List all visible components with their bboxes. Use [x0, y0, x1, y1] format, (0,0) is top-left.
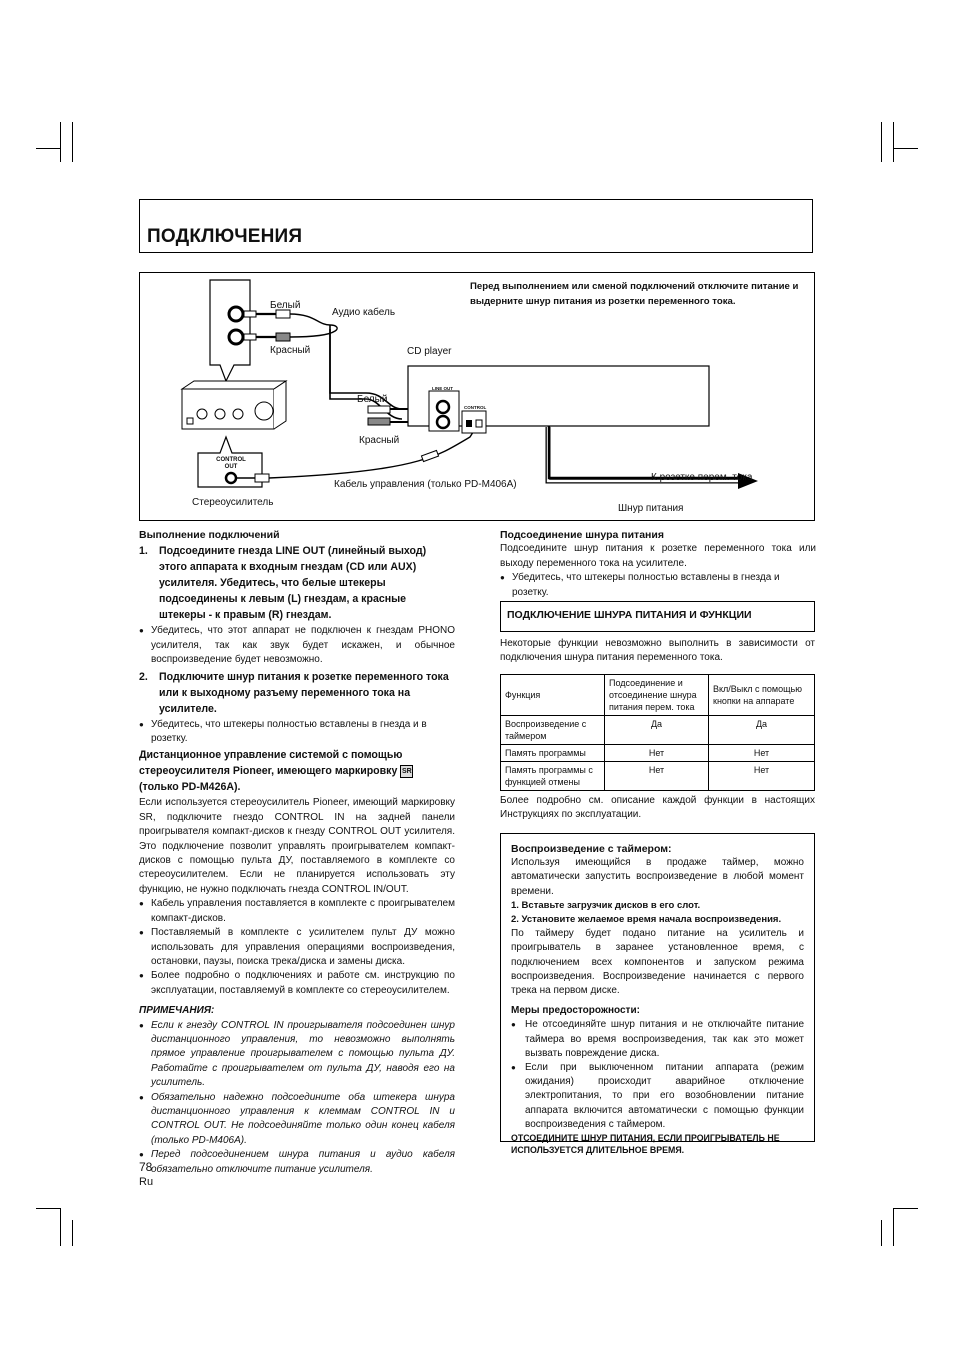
step-number: 1.	[139, 545, 148, 558]
timer-paragraph: По таймеру будет подано питание на усилитель и проигрыватель в заранее установленное время, с подключением всех компонентов и запуском режима воспроизведения. Воспроизведение начинается с первого трека на первом диске.	[511, 928, 804, 997]
power-paragraph: Подсоедините шнур питания к розетке переменного тока или выходу переменного тока на усилителе.	[500, 543, 816, 569]
crop-mark	[72, 1220, 73, 1246]
step-text: Подключите шнур питания к розетке переменного тока или к выходному разъему переменного тока на усилителе.	[159, 670, 449, 715]
step-2-bullet: ● Убедитесь, что штекеры полностью вставлены в гнезда и в розетку.	[139, 718, 455, 747]
control-cable-label: Кабель управления (только PD-M406A)	[334, 479, 517, 490]
line-out-jack-label: LINE OUT	[432, 386, 453, 391]
plug-icon	[255, 474, 269, 482]
plug-icon	[244, 334, 256, 340]
step-1-bullet: ● Убедитесь, что этот аппарат не подключен к гнездам PHONO усилителя, так как звук будет искажен, и обычное воспроизведение будет невозможно.	[139, 624, 455, 667]
to-outlet-label: К розетке перем. тока	[651, 472, 753, 483]
title-box	[139, 199, 813, 253]
step-2	[139, 669, 455, 717]
table-cell: Нет	[605, 745, 709, 762]
timer-intro: Используя имеющийся в продаже таймер, можно автоматически запустить воспроизведение в любой момент времени.	[511, 857, 804, 897]
amplifier-label: Стереоусилитель	[192, 497, 274, 508]
remote-heading	[139, 747, 455, 795]
plug-icon	[244, 311, 256, 317]
section-paragraph: Некоторые функции невозможно выполнить в зависимости от подключения шнура питания переменного тока.	[500, 638, 815, 664]
table-cell: Да	[709, 716, 815, 745]
warning-text: Перед выполнением или сменой подключений отключите питание и выдерните шнур питания из розетки переменного тока.	[470, 281, 799, 307]
table-header: Вкл/Выкл с помощью кнопки на аппарате	[709, 675, 815, 716]
timer-step-1: 1. Вставьте загрузчик дисков в его слот.	[511, 899, 701, 911]
after-table-text: Более подробно см. описание каждой функции в настоящих Инструкциях по эксплуатации.	[500, 795, 815, 821]
control-out-jack-label: CONTROL OUT	[216, 457, 246, 470]
crop-mark	[60, 122, 61, 162]
remote-bullet: ● Кабель управления поставляется в комплекте с проигрывателем компакт-дисков.	[139, 897, 455, 926]
remote-paragraph: Если используется стереоусилитель Pioneer, имеющий маркировку SR, подключите гнездо CONTROL IN на задней панели проигрывателя компакт-дисков к гнезду CONTROL OUT усилителя. Это подключение позволит управлять проигрывателем компакт-дисков с помощью пульта ДУ, поставляемого в комплекте со стереоусилителем. Если не планируется использовать эту функцию, не нужно подключать гнезда CONTROL IN/OUT.	[139, 797, 455, 895]
crop-mark	[36, 1208, 61, 1209]
page-title: ПОДКЛЮЧЕНИЯ	[147, 226, 303, 247]
crop-mark	[893, 122, 894, 162]
left-column	[139, 528, 455, 1177]
power-cord-label: Шнур питания	[618, 503, 684, 514]
jack-white-icon	[229, 307, 243, 321]
crop-mark	[893, 1208, 894, 1246]
table-cell: Память программы	[501, 745, 605, 762]
language-code: Ru	[139, 1176, 154, 1188]
timer-box	[500, 833, 815, 1156]
timer-final-warning: ОТСОЕДИНИТЕ ШНУР ПИТАНИЯ, ЕСЛИ ПРОИГРЫВАТЕЛЬ НЕ ИСПОЛЬЗУЕТСЯ ДЛИТЕЛЬНОЕ ВРЕМЯ.	[511, 1133, 780, 1156]
plug-icon	[368, 418, 390, 425]
crop-mark	[881, 1220, 882, 1246]
table-row	[501, 716, 815, 745]
connections-heading: Выполнение подключений	[139, 529, 280, 541]
table-row	[501, 745, 815, 762]
timer-heading: Воспроизведение с таймером:	[511, 843, 672, 855]
crop-mark	[60, 1208, 61, 1246]
timer-step-2: 2. Установите желаемое время начала воспроизведения.	[511, 914, 782, 926]
crop-mark	[36, 148, 61, 149]
red-label-mid: Красный	[359, 435, 400, 446]
page-number: 78	[139, 1160, 153, 1174]
section-title: ПОДКЛЮЧЕНИЕ ШНУРА ПИТАНИЯ И ФУНКЦИИ	[507, 609, 752, 621]
white-label-top: Белый	[270, 300, 301, 311]
notes-heading: ПРИМЕЧАНИЯ:	[139, 1005, 215, 1017]
precaution-item: ● Если при выключенном питании аппарата (режим ожидания) происходит аварийное отключение электропитания, то при его возобновлении питание аппарата включится автоматически с помощью функции воспроизведения с таймером.	[511, 1061, 804, 1132]
plug-icon	[276, 333, 290, 341]
table-header-row	[501, 675, 815, 716]
table-header: Функция	[501, 675, 605, 716]
table-header: Подсоединение и отсоединение шнура питания перем. тока	[605, 675, 709, 716]
functions-table	[500, 674, 815, 791]
remote-bullet: ● Более подробно о подключениях и работе см. инструкцию по эксплуатации, поставляемуй в комплекте со стереоусилителем.	[139, 969, 455, 998]
table-cell: Нет	[709, 745, 815, 762]
crop-mark	[893, 148, 918, 149]
control-jack-label: CONTROL	[464, 405, 487, 410]
remote-heading-suffix: (только PD-M426A).	[139, 781, 241, 794]
step-1	[139, 543, 455, 623]
cd-player-label: CD player	[407, 346, 452, 357]
audio-cable-label: Аудио кабель	[332, 307, 396, 318]
step-number: 2.	[139, 670, 148, 683]
sr-mark-icon: SR	[400, 765, 413, 778]
plug-icon	[276, 310, 290, 318]
crop-mark	[893, 1208, 918, 1209]
red-label-top: Красный	[270, 345, 311, 356]
jack-callout	[210, 280, 250, 381]
plug-icon	[368, 406, 390, 413]
power-bullet: ● Убедитесь, что штекеры полностью вставлены в гнезда и розетку.	[500, 571, 816, 600]
table-cell: Воспроизведение с таймером	[501, 716, 605, 745]
crop-mark	[881, 122, 882, 162]
note-item: ● Перед подсоединением шнура питания и аудио кабеля обязательно отключите питание усилителя.	[139, 1148, 455, 1177]
crop-mark	[72, 122, 73, 162]
table-row	[501, 762, 815, 791]
remote-heading-text: Дистанционное управление системой с помощью стереоусилителя Pioneer, имеющего маркировку	[139, 749, 403, 778]
table-cell: Нет	[709, 762, 815, 791]
table-cell: Память программы с функцией отмены	[501, 762, 605, 791]
table-cell: Да	[605, 716, 709, 745]
step-text: Подсоедините гнезда LINE OUT (линейный выход) этого аппарата к входным гнездам (CD или AUX) усилителя. Убедитесь, что белые штекеры подсоединены к левым (L) гнездам, а красные штекеры - к правым (R) гнездам.	[159, 545, 427, 622]
precautions-heading: Меры предосторожности:	[511, 1005, 640, 1017]
power-heading: Подсоединение шнура питания	[500, 529, 664, 541]
jack-red-icon	[229, 330, 243, 344]
remote-bullet: ● Поставляемый в комплекте с усилителем пульт ДУ можно использовать для управления операциями воспроизведения, остановки, паузы, поиска трека/диска и замены диска.	[139, 926, 455, 969]
white-label-mid: Белый	[357, 394, 388, 405]
section-title-box	[500, 601, 815, 632]
amplifier-top	[182, 381, 286, 389]
note-item: ● Обязательно надежно подсоедините оба штекера шнура дистанционного управления к клеммам CONTROL IN и CONTROL OUT. Не подсоединяйте только один конец кабеля (только PD-M406A).	[139, 1091, 455, 1149]
precaution-item: ● Не отсоединяйте шнур питания и не отключайте питание таймера во время воспроизведения, так как это может вызвать повреждение диска.	[511, 1018, 804, 1061]
table-cell: Нет	[605, 762, 709, 791]
connection-diagram	[139, 272, 815, 521]
note-item: ● Если к гнезду CONTROL IN проигрывателя подсоединен шнур дистанционного управления, то невозможно выполнять прямое управление проигрывателем с помощью пульта ДУ. Работайте с проигрывателем от пульта ДУ, наводя его на усилитель.	[139, 1019, 455, 1091]
plug-icon	[421, 450, 438, 461]
right-column-top	[500, 528, 816, 600]
